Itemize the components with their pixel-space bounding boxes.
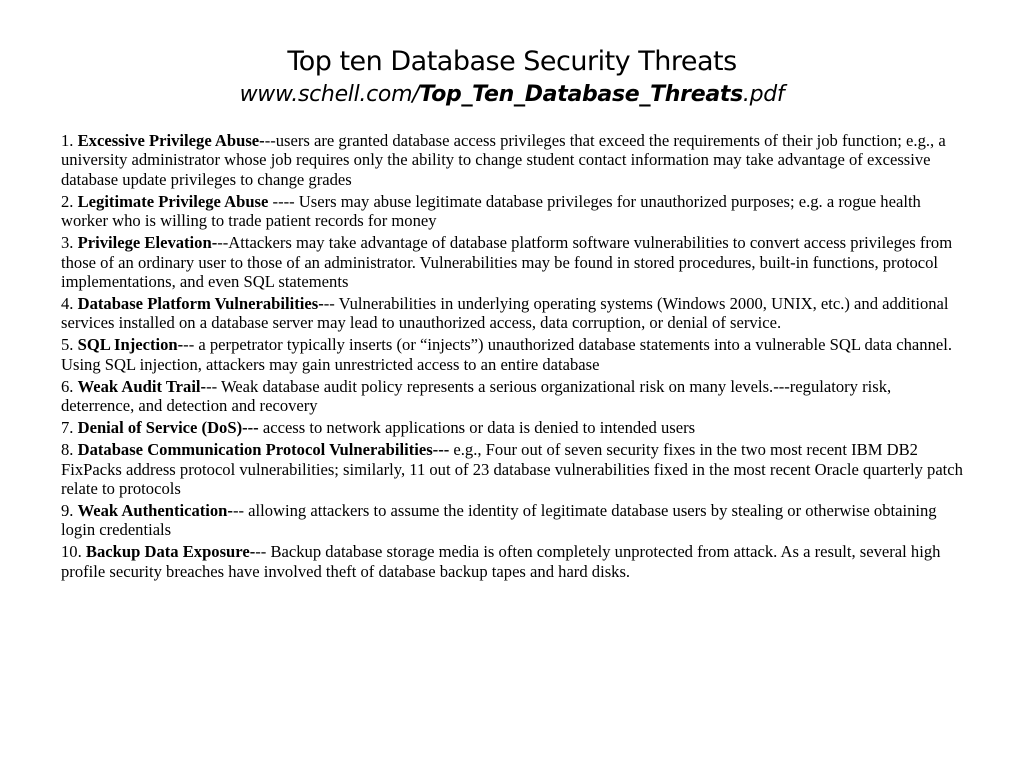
subtitle-url-filename: Top_Ten_Database_Threats <box>419 82 743 107</box>
threat-item-9 <box>61 501 966 540</box>
threat-description: -- Vulnerabilities in underlying operating systems (Windows 2000, UNIX, etc.) and additional services installed on a database server may lead to unauthorized access, data corruption, or denial of service. <box>61 294 949 333</box>
threat-number: 2. <box>61 191 78 211</box>
threat-description: e.g., Four out of seven security fixes in the two most recent IBM DB2 FixPacks address protocol vulnerabilities; similarly, 11 out of 23 database vulnerabilities fixed in the most recent Oracle quarterly patch relate to protocols <box>61 440 963 499</box>
threat-number: 5. <box>61 335 78 355</box>
threat-item-3 <box>61 233 966 291</box>
threat-item-7 <box>61 418 966 437</box>
slide-title: Top ten Database Security Threats <box>287 46 737 77</box>
threat-number: 8. <box>61 440 78 460</box>
subtitle-url-prefix: www.schell.com/ <box>239 82 420 107</box>
threat-list <box>61 131 966 584</box>
threat-description: -- a perpetrator typically inserts (or “injects”) unauthorized database statements into a vulnerable SQL data channel. Using SQL injection, attackers may gain unrestricted access to an entire database <box>61 335 953 374</box>
threat-description: --users are granted database access privileges that exceed the requirements of their job function; e.g., a university administrator whose job requires only the ability to change student contact information may take advantage of excessive database update privileges to change grades <box>61 131 946 189</box>
threat-description: -- Weak database audit policy represents a serious organizational risk on many levels.---regulatory risk, deterrence, and detection and recovery <box>61 376 892 416</box>
threat-name: Excessive Privilege Abuse- <box>77 131 265 150</box>
threat-name: Weak Authentication- <box>77 501 233 521</box>
threat-item-5 <box>61 335 966 374</box>
threat-number: 9. <box>61 501 78 521</box>
threat-name: SQL Injection- <box>77 335 184 355</box>
threat-number: 4. <box>61 294 78 314</box>
threat-item-8 <box>61 440 966 498</box>
threat-description: -- allowing attackers to assume the identity of legitimate database users by stealing or otherwise obtaining login credentials <box>61 501 937 540</box>
slide-subtitle <box>0 80 1024 110</box>
threat-description: access to network applications or data is denied to intended users <box>258 418 696 438</box>
threat-name: Weak Audit Trail- <box>77 376 207 396</box>
threat-number: 7. <box>61 418 78 438</box>
threat-name: Privilege Elevation- <box>77 233 218 253</box>
title-block <box>0 44 1024 110</box>
threat-item-2 <box>61 192 966 231</box>
threat-name: Legitimate Privilege Abuse <box>77 191 269 211</box>
threat-name: Database Platform Vulnerabilities- <box>77 294 324 314</box>
threat-number: 6. <box>61 376 78 396</box>
subtitle-url-extension: .pdf <box>742 82 785 107</box>
threat-description: -- Backup database storage media is often completely unprotected from attack. As a result, several high profile security breaches have involved theft of database backup tapes and hard disks. <box>61 542 941 581</box>
threat-description: ---- Users may abuse legitimate database privileges for unauthorized purposes; e.g. a rogue health worker who is willing to trade patient records for money <box>61 191 921 231</box>
threat-description: --Attackers may take advantage of database platform software vulnerabilities to convert access privileges from those of an ordinary user to those of an administrator. Vulnerabilities may be found in stored procedures, built-in functions, protocol implementations, and even SQL statements <box>61 233 953 292</box>
threat-number: 10. <box>61 542 86 562</box>
threat-item-4 <box>61 294 966 333</box>
threat-name: Backup Data Exposure- <box>85 542 256 562</box>
threat-number: 3. <box>61 233 78 253</box>
threat-item-6 <box>61 377 966 416</box>
threat-name: Denial of Service (DoS)--- <box>77 418 259 438</box>
threat-item-10 <box>61 542 966 581</box>
threat-number: 1. <box>61 131 78 150</box>
threat-name: Database Communication Protocol Vulnerabilities--- <box>77 440 450 460</box>
threat-item-1 <box>61 131 966 189</box>
